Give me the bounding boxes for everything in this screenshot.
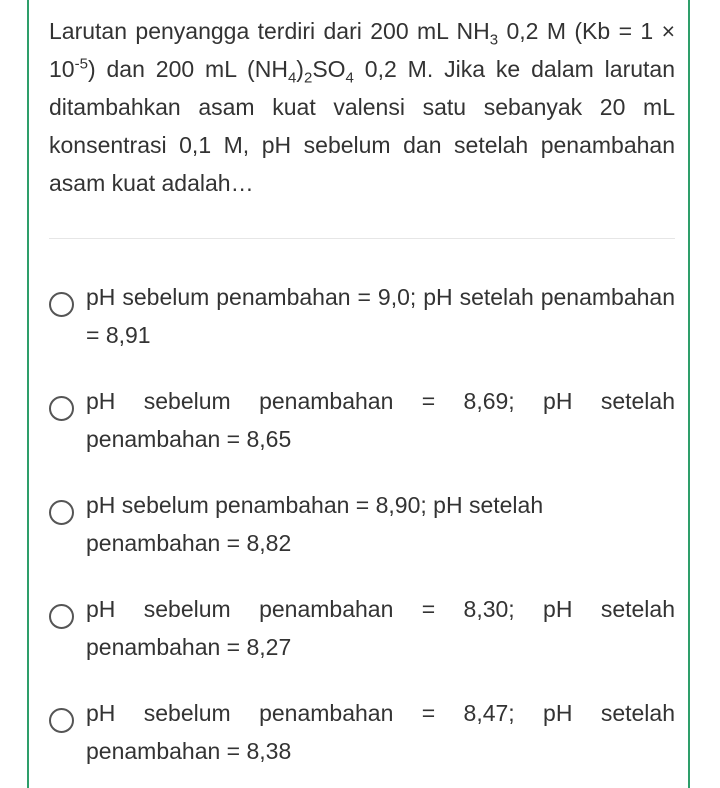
- option-label: pH sebelum penambahan = 8,69; pH setelah penambahan = 8,65: [86, 388, 675, 452]
- question-text: Larutan penyangga terdiri dari 200 mL $NH_3$ 0,2 M $(Kb = 1 \times 10^{-5})$ dan 200 mL $(NH_4)_2SO_4$ 0,2 M. Jika ke dalam larutan ditambahkan asam kuat valensi satu sebanyak 20 mL konsentrasi 0,1 M, pH sebelum dan setelah penambahan asam kuat adalah…: [49, 18, 675, 196]
- answer-option-5[interactable]: [49, 694, 675, 784]
- option-label: pH sebelum penambahan = 8,47; pH setelah penambahan = 8,38: [86, 700, 675, 764]
- option-label: pH sebelum penambahan = 9,0; pH setelah penambahan = 8,91: [86, 284, 675, 348]
- answer-option-4[interactable]: [49, 590, 675, 680]
- answer-option-1[interactable]: [49, 278, 675, 368]
- radio-button[interactable]: [49, 500, 74, 525]
- radio-button[interactable]: [49, 604, 74, 629]
- option-label: pH sebelum penambahan = 8,90; pH setelah penambahan = 8,82: [86, 492, 544, 556]
- answer-option-3[interactable]: [49, 486, 675, 576]
- radio-button[interactable]: [49, 396, 74, 421]
- option-label: pH sebelum penambahan = 8,30; pH setelah penambahan = 8,27: [86, 596, 675, 660]
- question-card: [27, 0, 690, 788]
- answer-option-2[interactable]: [49, 382, 675, 472]
- radio-button[interactable]: [49, 292, 74, 317]
- divider: [49, 238, 675, 239]
- radio-button[interactable]: [49, 708, 74, 733]
